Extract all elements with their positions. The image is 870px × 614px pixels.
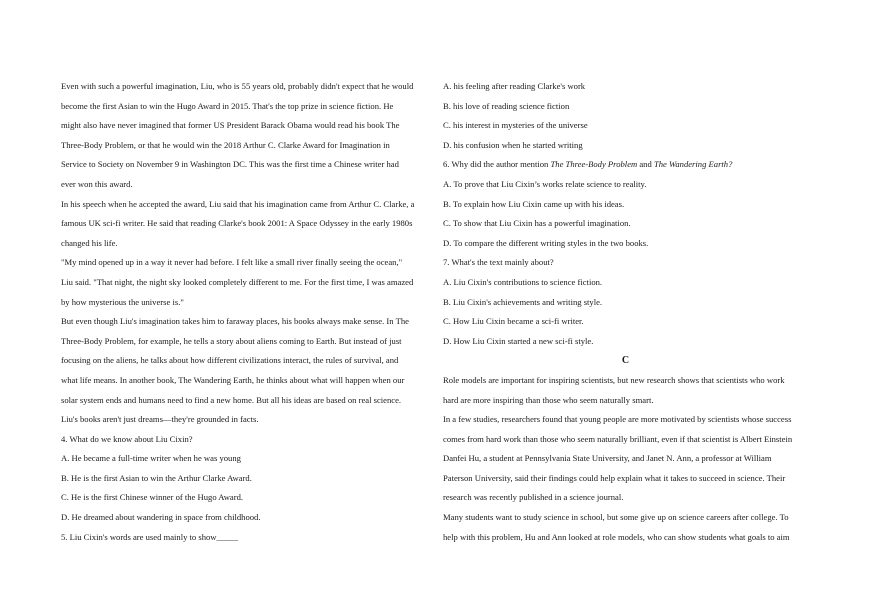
- left-text-line: Liu said. "That night, the night sky looked completely different to me. For the first time, I was amazed: [61, 276, 414, 287]
- right-column: [443, 77, 808, 547]
- right-text-line: B. his love of reading science fiction: [443, 100, 570, 111]
- left-text-line: Three-Body Problem, for example, he tells a story about aliens coming to Earth. But instead of just: [61, 335, 402, 346]
- left-text-line: what life means. In another book, The Wandering Earth, he thinks about what will happen when our: [61, 374, 405, 385]
- right-text-line: C. To show that Liu Cixin has a powerful imagination.: [443, 218, 631, 229]
- right-text-line: D. To compare the different writing styles in the two books.: [443, 237, 649, 248]
- question-6-prefix: 6. Why did the author mention: [443, 159, 551, 170]
- left-text-line: C. He is the first Chinese winner of the Hugo Award.: [61, 492, 244, 503]
- question-6-book2: The Wandering Earth: [653, 159, 729, 170]
- left-text-line: Service to Society on November 9 in Washington DC. This was the first time a Chinese writer had: [61, 159, 399, 170]
- right-text-line: B. To explain how Liu Cixin came up with his ideas.: [443, 198, 625, 209]
- right-text-line: A. To prove that Liu Cixin’s works relate science to reality.: [443, 178, 647, 189]
- left-text-line: 5. Liu Cixin's words are used mainly to show_____: [61, 531, 238, 542]
- right-text-line: Role models are important for inspiring scientists, but new research shows that scientists who work: [443, 374, 785, 385]
- question-6-book1: The Three-Body Problem: [550, 159, 638, 170]
- right-text-line: B. Liu Cixin's achievements and writing style.: [443, 296, 603, 307]
- right-text-line: In a few studies, researchers found that young people are more motivated by scientists whose success: [443, 414, 792, 425]
- right-text-line: help with this problem, Hu and Ann looked at role models, who can show students what goals to aim: [443, 531, 790, 542]
- question-6: [443, 155, 808, 175]
- right-text-line: A. Liu Cixin's contributions to science fiction.: [443, 276, 603, 287]
- question-6-suffix: ?: [728, 159, 733, 170]
- left-text-line: by how mysterious the universe is.": [61, 296, 184, 307]
- left-text-line: 4. What do we know about Liu Cixin?: [61, 433, 193, 444]
- right-text-line: Paterson University, said their findings could help explain what it takes to succeed in science. Their: [443, 472, 786, 483]
- left-text-line: might also have never imagined that former US President Barack Obama would read his book The: [61, 120, 400, 131]
- left-text-line: focusing on the aliens, he talks about how different civilizations interact, the rules of survival, and: [61, 355, 399, 366]
- left-text-line: famous UK sci-fi writer. He said that reading Clarke's book 2001: A Space Odyssey in the early 1980s: [61, 218, 413, 229]
- left-text-line: solar system ends and humans need to find a new home. But all his ideas are based on real science.: [61, 394, 402, 405]
- right-text-line: C. his interest in mysteries of the universe: [443, 120, 588, 131]
- left-text-line: B. He is the first Asian to win the Arthur Clarke Award.: [61, 472, 252, 483]
- right-text-line: research was recently published in a science journal.: [443, 492, 624, 503]
- right-text-line: A. his feeling after reading Clarke's work: [443, 81, 586, 91]
- left-text-line: "My mind opened up in a way it never had before. I felt like a small river finally seeing the ocean,": [61, 257, 403, 268]
- left-text-line: But even though Liu's imagination takes him to faraway places, his books always make sense. In The: [61, 316, 409, 327]
- section-heading: C: [621, 355, 630, 367]
- left-text-line: ever won this award.: [61, 178, 133, 189]
- right-text-line: C. How Liu Cixin became a sci-fi writer.: [443, 316, 584, 327]
- left-text-line: A. He became a full-time writer when he was young: [61, 453, 241, 464]
- right-text-line: comes from hard work than those who seem naturally brilliant, even if that scientist is Albert Einstein: [443, 433, 793, 444]
- left-text-line: Even with such a powerful imagination, Liu, who is 55 years old, probably didn't expect that he would: [61, 81, 414, 91]
- right-text-line: Many students want to study science in school, but some give up on science careers after college. To: [443, 512, 789, 523]
- left-text-line: changed his life.: [61, 237, 118, 248]
- left-text-line: Liu's books aren't just dreams—they're grounded in facts.: [61, 414, 259, 425]
- right-text-line: D. his confusion when he started writing: [443, 139, 583, 150]
- left-text-line: D. He dreamed about wandering in space from childhood.: [61, 512, 261, 523]
- right-text-line: 7. What's the text mainly about?: [443, 257, 554, 268]
- left-text-line: In his speech when he accepted the award, Liu said that his imagination came from Arthur C. Clarke, a: [61, 198, 415, 209]
- right-text-line: Danfei Hu, a student at Pennsylvania State University, and Janet N. Ann, a professor at William: [443, 453, 772, 464]
- left-column: [61, 77, 429, 547]
- right-text-line: D. How Liu Cixin started a new sci-fi style.: [443, 335, 594, 346]
- question-6-and: and: [637, 159, 654, 170]
- left-text-line: Three-Body Problem, or that he would win the 2018 Arthur C. Clarke Award for Imagination in: [61, 139, 390, 150]
- right-text-line: hard are more inspiring than those who seem naturally smart.: [443, 394, 654, 405]
- left-text-line: become the first Asian to win the Hugo Award in 2015. That's the top prize in science fiction. He: [61, 100, 394, 111]
